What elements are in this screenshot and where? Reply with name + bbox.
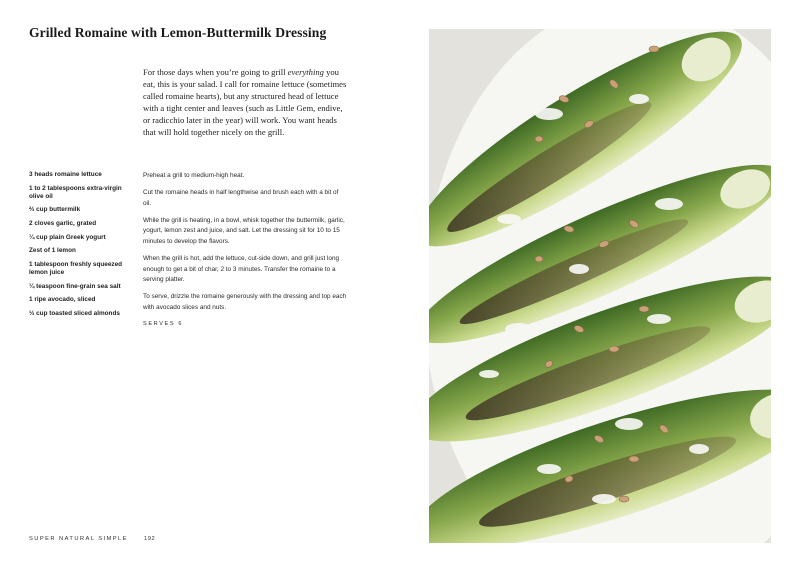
method-step: Preheat a grill to medium-high heat. bbox=[143, 172, 245, 179]
ingredient-item: 3 heads romaine lettuce bbox=[29, 171, 102, 178]
method-step: When the grill is hot, add the lettuce, cut-side down, and grill just long enough to get a bit of char, 2 to 3 minutes. Transfer the romaine to a serving platter. bbox=[143, 255, 340, 284]
ingredient-item: ⅔ cup buttermilk bbox=[29, 206, 81, 214]
ingredient-item: 2 cloves garlic, grated bbox=[29, 220, 97, 228]
ingredient-item: ¼ teaspoon fine-grain sea salt bbox=[29, 282, 121, 290]
ingredient-item: Zest of 1 lemon bbox=[29, 247, 76, 255]
method-step: While the grill is heating, in a bowl, whisk together the buttermilk, garlic, yogurt, lemon zest and juice, and salt. Let the dressing sit for 10 to 15 minutes to develop the flavors. bbox=[143, 216, 345, 245]
page-footer bbox=[29, 536, 155, 542]
serves-note: SERVES 6 bbox=[143, 320, 184, 327]
photo-illustration bbox=[429, 29, 771, 543]
method-step: Cut the romaine heads in half lengthwise and brush each with a bit of oil. bbox=[143, 189, 339, 207]
ingredient-list bbox=[29, 171, 129, 324]
book-title: SUPER NATURAL SIMPLE bbox=[29, 536, 128, 542]
method-step: To serve, drizzle the romaine generously with the dressing and top each with avocado slices and nuts. bbox=[143, 293, 347, 311]
ingredient-item: ⅓ cup toasted sliced almonds bbox=[29, 309, 120, 317]
intro-text-start: For those days when you’re going to grill bbox=[143, 67, 288, 77]
ingredient-item: 1 ripe avocado, sliced bbox=[29, 296, 96, 304]
intro-text-end: you eat, this is your salad. I call for romaine lettuce (sometimes called romaine hearts), but any structured head of lettuce with a tight center and leaves (such as Little Gem, endive, or radicchio later in the year) will work. You want heads that will hold together nicely on the grill. bbox=[143, 67, 347, 138]
ingredient-item: ¼ cup plain Greek yogurt bbox=[29, 233, 106, 241]
recipe-intro bbox=[143, 66, 348, 139]
intro-emphasis: everything bbox=[287, 67, 324, 77]
ingredient-item: 1 to 2 tablespoons extra-virgin olive oil bbox=[29, 184, 122, 200]
page-number: 192 bbox=[143, 536, 156, 542]
ingredient-item: 1 tablespoon freshly squeezed lemon juice bbox=[29, 260, 123, 277]
grilled-romaine-photo bbox=[429, 29, 771, 543]
recipe-title: Grilled Romaine with Lemon-Buttermilk Dressing bbox=[29, 25, 327, 40]
method-steps bbox=[143, 171, 348, 327]
